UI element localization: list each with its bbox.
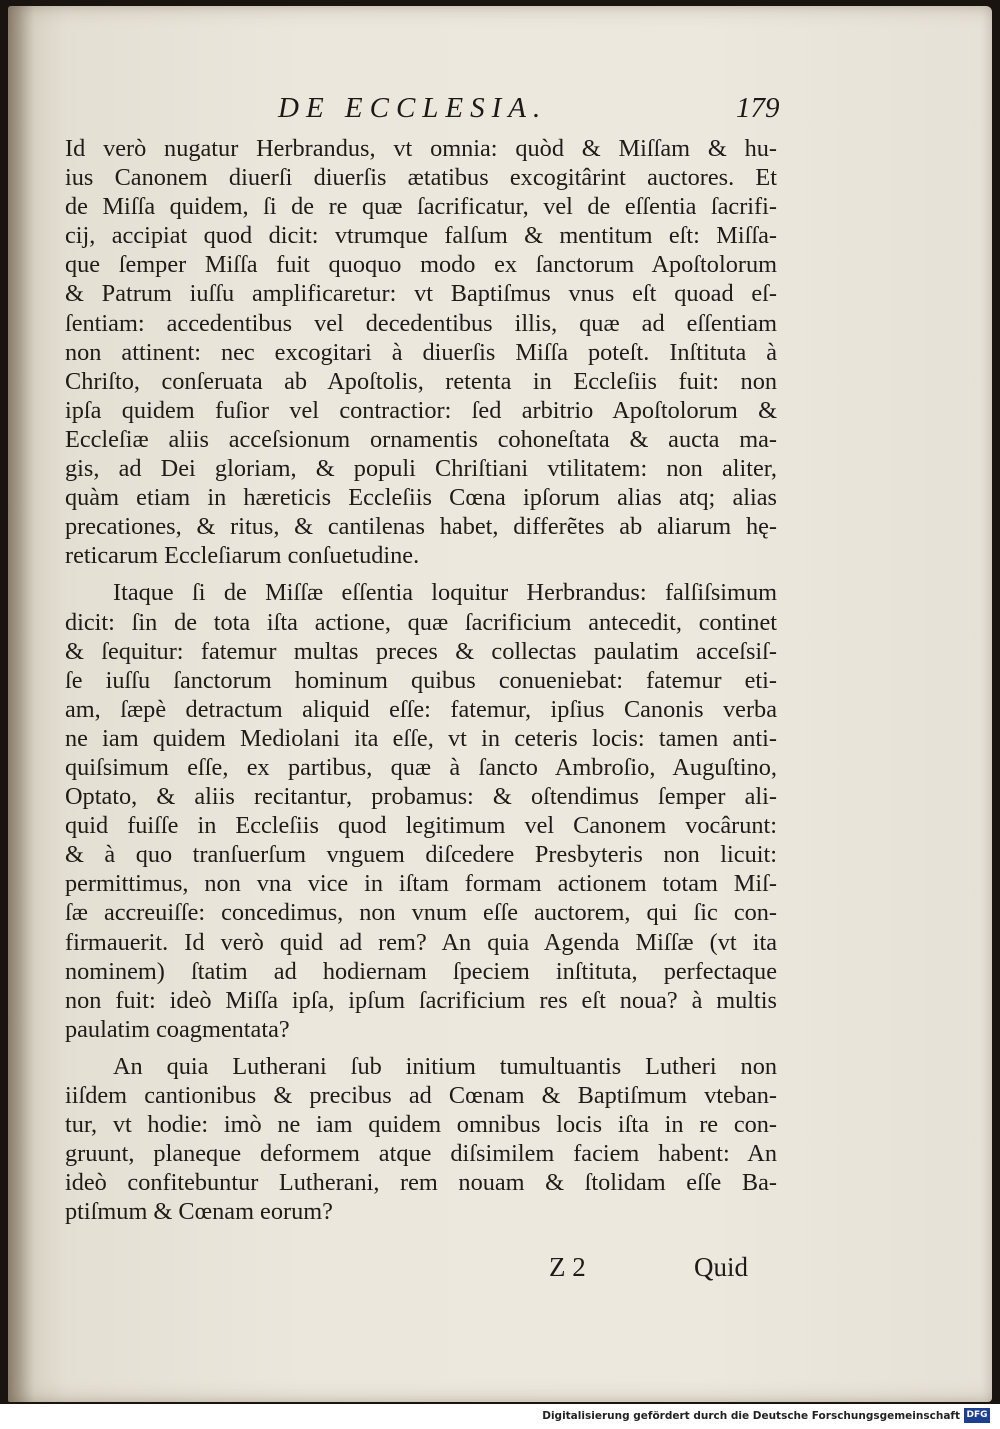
page-footer bbox=[8, 1252, 992, 1288]
page-number: 179 bbox=[736, 92, 780, 124]
text-line: tur, vt hodie: imò ne iam quidem omnibus locis iſta in re con- bbox=[65, 1111, 777, 1139]
text-line: am, ſæpè detractum aliquid eſſe: fatemur, ipſius Canonis verba bbox=[65, 695, 777, 723]
text-line: ſe iuſſu ſanctorum hominum quibus conueniebat: fatemur eti- bbox=[65, 666, 777, 694]
body-text bbox=[65, 134, 777, 1234]
text-line: An quia Lutherani ſub initium tumultuantis Lutheri non bbox=[113, 1052, 777, 1080]
catchword: Quid bbox=[694, 1252, 748, 1282]
text-line: non fuit: ideò Miſſa ipſa, ipſum ſacrificium res eſt noua? à multis bbox=[65, 986, 777, 1014]
text-line: quid fuiſſe in Eccleſiis quod legitimum vel Canonem vocârunt: bbox=[65, 812, 777, 840]
text-line: gis, ad Dei gloriam, & populi Chriſtiani vtilitatem: non aliter, bbox=[65, 455, 777, 483]
text-line: que ſemper Miſſa fuit quoquo modo ex ſanctorum Apoſtolorum bbox=[65, 251, 777, 279]
text-line: & Patrum iuſſu amplificaretur: vt Baptiſmus vnus eſt quoad eſ- bbox=[65, 280, 777, 308]
text-line: iiſdem cantionibus & precibus ad Cœnam & Baptiſmum vteban- bbox=[65, 1082, 777, 1109]
funding-credit: Digitalisierung gefördert durch die Deutsche Forschungsgemeinschaft bbox=[542, 1410, 960, 1422]
text-line: ius Canonem diuerſi diuerſis ætatibus excogitârint auctores. Et bbox=[65, 164, 777, 192]
running-head bbox=[8, 92, 992, 132]
text-line: Eccleſiæ aliis acceſsionum ornamentis cohoneſtata & aucta ma- bbox=[65, 425, 777, 453]
dfg-logo-icon: DFG bbox=[964, 1408, 990, 1423]
text-line: ideò confitebuntur Lutherani, rem nouam & ſtolidam eſſe Ba- bbox=[65, 1169, 777, 1197]
text-line: quàm etiam in hæreticis Eccleſiis Cœna ipſorum alias atq; alias bbox=[65, 484, 777, 512]
text-line: firmauerit. Id verò quid ad rem? An quia Agenda Miſſæ (vt ita bbox=[65, 928, 777, 956]
paragraph-2 bbox=[65, 578, 777, 1044]
text-line: Optato, & aliis recitantur, probamus: & oſtendimus ſemper ali- bbox=[65, 783, 777, 811]
text-line: nominem) ſtatim ad hodiernam ſpeciem inſtituta, perfectaque bbox=[65, 957, 777, 985]
text-line: ne iam quidem Mediolani ita eſſe, vt in ceteris locis: tamen anti- bbox=[65, 724, 777, 752]
text-line: gruunt, planeque deformem atque diſsimilem faciem habent: An bbox=[65, 1140, 777, 1168]
paragraph-3 bbox=[65, 1052, 777, 1227]
text-line: Chriſto, conſeruata ab Apoſtolis, retenta in Eccleſiis fuit: non bbox=[65, 367, 777, 395]
book-page bbox=[8, 6, 992, 1402]
text-line: permittimus, non vna vice in iſtam formam actionem totam Miſ- bbox=[65, 870, 777, 898]
text-line: Itaque ſi de Miſſæ eſſentia loquitur Herbrandus: falſiſsimum bbox=[113, 579, 777, 607]
text-line: quiſsimum eſſe, ex partibus, quæ à ſancto Ambroſio, Auguſtino, bbox=[65, 753, 777, 781]
gutter-shadow bbox=[8, 6, 34, 1402]
text-line: paulatim coagmentata? bbox=[65, 1015, 290, 1043]
text-line: non attinent: nec excogitari à diuerſis Miſſa poteſt. Inſtituta à bbox=[65, 338, 777, 366]
text-line: de Miſſa quidem, ſi de re quæ ſacrificatur, vel de eſſentia ſacrifi- bbox=[65, 193, 777, 221]
signature-mark: Z 2 bbox=[549, 1252, 586, 1282]
credit-bar bbox=[0, 1404, 1000, 1429]
text-line: ipſa quidem fuſior vel contractior: ſed arbitrio Apoſtolorum & bbox=[65, 396, 777, 424]
text-line: dicit: ſin de tota iſta actione, quæ ſacrificium antecedit, continet bbox=[65, 608, 777, 636]
text-line: reticarum Eccleſiarum conſuetudine. bbox=[65, 542, 420, 570]
text-line: ſæ accreuiſſe: concedimus, non vnum eſſe auctorem, qui ſic con- bbox=[65, 899, 777, 927]
text-line: cij, accipiat quod dicit: vtrumque falſum & mentitum eſt: Miſſa- bbox=[65, 222, 777, 250]
running-title: DE ECCLESIA. bbox=[278, 92, 548, 124]
text-line: Id verò nugatur Herbrandus, vt omnia: quòd & Miſſam & hu- bbox=[65, 135, 777, 162]
text-line: ptiſmum & Cœnam eorum? bbox=[65, 1198, 333, 1226]
text-line: precationes, & ritus, & cantilenas habet, differẽtes ab aliarum hę- bbox=[65, 513, 777, 541]
text-line: & à quo tranſuerſum vnguem diſcedere Presbyteris non licuit: bbox=[65, 841, 777, 869]
paragraph-1 bbox=[65, 134, 777, 570]
text-line: ſentiam: accedentibus vel decedentibus illis, quæ ad eſſentiam bbox=[65, 309, 777, 337]
text-line: & ſequitur: fatemur multas preces & collectas paulatim acceſsiſ- bbox=[65, 637, 777, 665]
